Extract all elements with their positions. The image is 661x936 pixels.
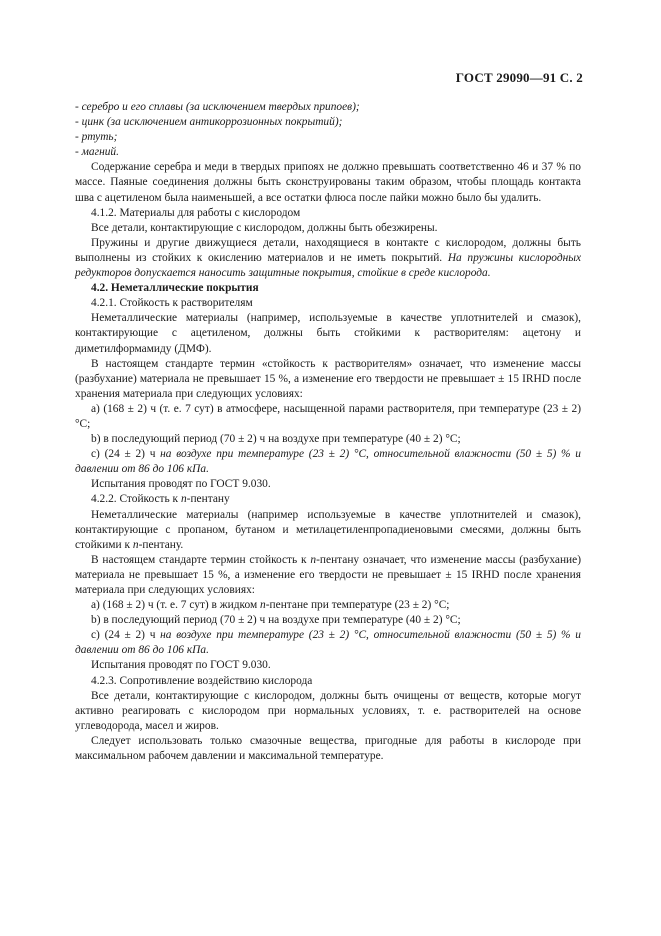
- paragraph: Все детали, контактирующие с кислородом, должны быть обезжирены.: [91, 221, 438, 234]
- section-heading: 4.1.2. Материалы для работы с кислородом: [91, 206, 301, 219]
- page-header: ГОСТ 29090—91 С. 2: [455, 70, 583, 85]
- paragraph: b) в последующий период (70 ± 2) ч на воздухе при температуре (40 ± 2) °С;: [91, 614, 461, 627]
- paragraph: Неметаллические материалы (например, используемые в качестве уплотнителей и смазок), контактирующие с ацетиленом, должны быть стойкими к растворителям: ацетону и диметилформамиду (ДМФ).: [75, 312, 581, 355]
- paragraph: Испытания проводят по ГОСТ 9.030.: [91, 478, 271, 491]
- section-heading: 4.2. Неметаллические покрытия: [91, 282, 259, 295]
- list-item: - магний.: [75, 146, 119, 159]
- paragraph: с) (24 ± 2) ч на воздухе при температуре (23 ± 2) °С, относительной влажности (50 ± 5) % и давлении от 86 до 106 кПа.: [75, 448, 581, 476]
- paragraph: В настоящем стандарте термин «стойкость к растворителям» означает, что изменение массы (разбухание) материала не превышает 15 %, а изменение его твердости не превышает ± 15 IRHD после хранения материала при следующих условиях:: [75, 357, 581, 400]
- list-item: - ртуть;: [75, 131, 118, 144]
- paragraph: В настоящем стандарте термин стойкость к n-пентану означает, что изменение массы (разбухание) материала не превышает 15 %, а изменение его твердости не превышает ± 15 IRHD после хранения материала при следующих условиях:: [75, 553, 581, 596]
- paragraph: Все детали, контактирующие с кислородом, должны быть очищены от веществ, которые могут активно реагировать с кислородом при нормальных условиях, т. е. растворителей на основе углеводорода, масел и жиров.: [75, 689, 581, 732]
- section-heading: 4.2.1. Стойкость к растворителям: [91, 297, 253, 310]
- paragraph: Испытания проводят по ГОСТ 9.030.: [91, 659, 271, 672]
- section-heading: 4.2.3. Сопротивление воздействию кислорода: [91, 674, 313, 687]
- paragraph: b) в последующий период (70 ± 2) ч на воздухе при температуре (40 ± 2) °С;: [91, 433, 461, 446]
- section-heading: 4.2.2. Стойкость к n-пентану: [91, 493, 230, 506]
- document-body: [75, 100, 581, 764]
- paragraph: а) (168 ± 2) ч (т. е. 7 сут) в жидком n-пентане при температуре (23 ± 2) °С;: [91, 599, 450, 612]
- paragraph: Следует использовать только смазочные вещества, пригодные для работы в кислороде при максимальном рабочем давлении и максимальной температуре.: [75, 734, 581, 763]
- paragraph: а) (168 ± 2) ч (т. е. 7 сут) в атмосфере, насыщенной парами растворителя, при температуре (23 ± 2) °С;: [75, 402, 581, 430]
- paragraph: Неметаллические материалы (например используемые в качестве уплотнителей и смазок), контактирующие с пропаном, бутаном и метилацетиленпропадиеновыми смесями, должны быть стойкими к n-пентану.: [75, 508, 581, 551]
- paragraph: Пружины и другие движущиеся детали, находящиеся в контакте с кислородом, должны быть выполнены из стойких к окислению материалов и не иметь покрытий. На пружины кислородных редукторов допускается наносить защитные покрытия, стойкие в среде кислорода.: [75, 236, 582, 280]
- list-item: - цинк (за исключением антикоррозионных покрытий);: [75, 116, 343, 129]
- paragraph: Содержание серебра и меди в твердых припоях не должно превышать соответственно 46 и 37 % по массе. Паяные соединения должны быть сконструированы таким образом, чтобы площадь контакта шва с ацетиленом была наименьшей, а все остатки флюса после пайки можно было бы удалить.: [75, 161, 581, 204]
- list-item: - серебро и его сплавы (за исключением твердых припоев);: [75, 101, 360, 113]
- paragraph: с) (24 ± 2) ч на воздухе при температуре (23 ± 2) °С, относительной влажности (50 ± 5) % и давлении от 86 до 106 кПа.: [75, 629, 581, 657]
